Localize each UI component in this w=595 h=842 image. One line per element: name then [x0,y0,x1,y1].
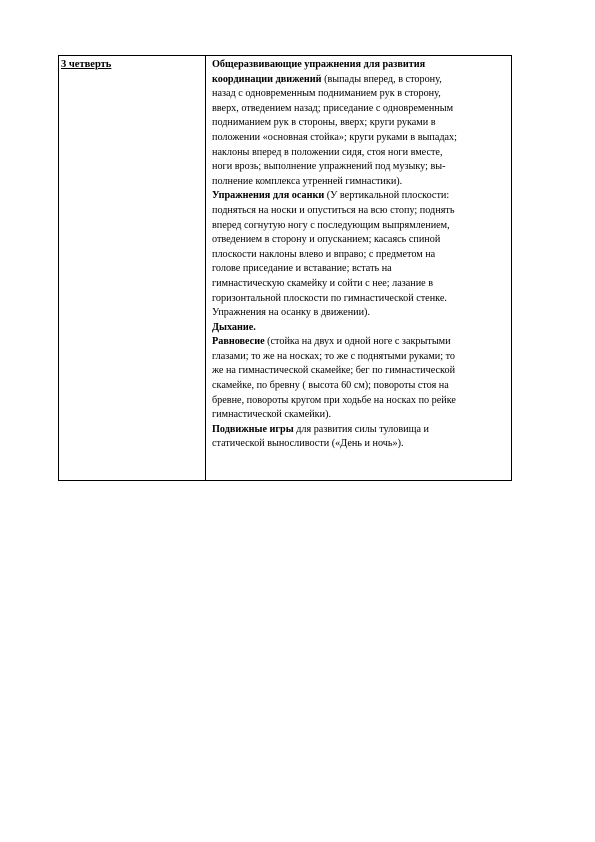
section-heading: Общеразвивающие упражнения для развития [212,59,426,70]
content-line [212,437,507,452]
section-heading: координации движений [212,73,322,85]
content-line [212,160,507,175]
content-line [212,306,507,321]
content-line [212,277,507,292]
lesson-content-cell [212,58,507,452]
content-text: гимнастическую скамейку и сойти с нее; лазание в [212,277,434,289]
content-line [212,262,507,277]
content-text: вверх, отведением назад; приседание с одновременным [212,102,454,114]
content-line [212,248,507,263]
content-text: подниманием рук в стороны, вверх; круги руками в [212,117,436,129]
content-text: горизонтальной плоскости по гимнастической стенке. [212,292,447,304]
content-text: гимнастической скамейки). [212,409,332,421]
content-text: скамейке, по бревну ( высота 60 см); повороты стоя на [212,380,449,392]
content-text: ноги врозь; выполнение упражнений под музыку; вы- [212,161,446,173]
content-text: (У вертикальной плоскости: [324,190,450,202]
section-heading: Равновесие [212,336,265,348]
content-line [212,292,507,307]
section-heading: Упражнения для осанки [212,190,325,202]
content-text: голове приседание и вставание; встать на [212,263,392,275]
content-line [212,204,507,219]
content-line [212,102,507,117]
content-text: наклоны вперед в положении сидя, стоя ноги вместе, [212,146,443,158]
content-line [212,87,507,102]
content-text: вперед согнутую ногу с последующим выпрямлением, [212,219,450,231]
period-label: 3 четверть [61,59,112,70]
content-table [58,55,512,481]
content-text: же на гимнастической скамейке; бег по гимнастической [212,365,456,377]
content-text: глазами; то же на носках; то же с поднятыми руками; то [212,350,456,362]
content-line [212,131,507,146]
content-line [212,58,507,73]
content-text: для развития силы туловища и [293,423,429,435]
column-divider [205,56,206,480]
content-line [212,423,507,438]
content-line [212,321,507,336]
content-line [212,394,507,409]
content-text: бревне, повороты кругом при ходьбе на носках по рейке [212,394,456,406]
content-line [212,408,507,423]
content-text: отведением в сторону и опусканием; касаясь спиной [212,234,441,246]
content-text: полнение комплекса утренней гимнастики). [212,175,403,187]
content-text: плоскости наклоны влево и вправо; с предметом на [212,248,436,260]
content-line [212,350,507,365]
content-line [212,146,507,161]
content-line [212,335,507,350]
content-line [212,73,507,88]
section-heading: Подвижные игры [212,423,294,435]
content-text: назад с одновременным подниманием рук в сторону, [212,88,441,100]
content-line [212,175,507,190]
content-text: (стойка на двух и одной ноге с закрытыми [264,336,451,348]
content-line [212,219,507,234]
content-text: (выпады вперед, в сторону, [321,73,442,85]
content-text: подняться на носки и опуститься на всю стопу; поднять [212,204,455,216]
section-heading: Дыхание. [212,321,256,333]
content-text: положении «основная стойка»; круги руками в выпадах; [212,131,457,143]
content-text: Упражнения на осанку в движении). [212,307,370,319]
content-line [212,364,507,379]
content-line [212,233,507,248]
content-line [212,189,507,204]
content-text: статической выносливости («День и ночь»). [212,438,404,450]
content-line [212,116,507,131]
content-line [212,379,507,394]
